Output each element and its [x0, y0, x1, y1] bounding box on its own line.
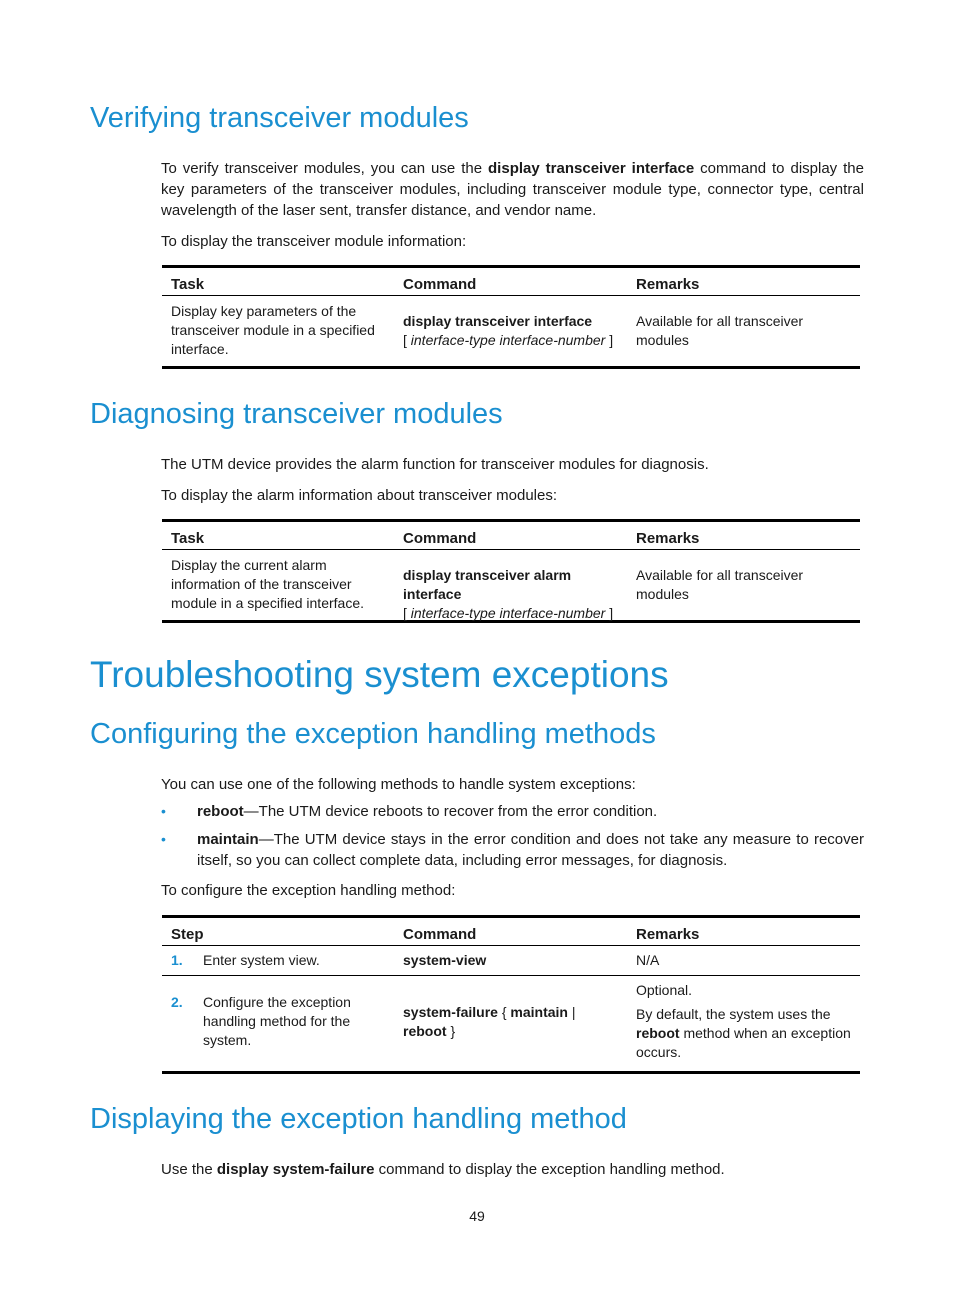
cell-task: Display the current alarm information of the transceiver module in a specified interface.	[171, 557, 364, 611]
cell-command: system-view	[403, 952, 487, 968]
header-command: Command	[403, 530, 477, 547]
header-remarks: Remarks	[636, 926, 700, 943]
table-row	[162, 946, 860, 976]
header-remarks: Remarks	[636, 530, 700, 547]
table-header	[162, 918, 860, 946]
paragraph-display-method: Use the display system-failure command to display the exception handling method.	[161, 1161, 725, 1178]
cell-command: display transceiver alarm interface [ interface-type interface-number ]	[403, 567, 614, 621]
bullet-icon: •	[161, 803, 166, 819]
header-command: Command	[403, 926, 477, 943]
table-row	[162, 296, 860, 366]
heading-troubleshooting-system-exceptions: Troubleshooting system exceptions	[90, 654, 669, 695]
heading-displaying-exception-handling: Displaying the exception handling method	[90, 1103, 627, 1135]
step-number: 2.	[171, 994, 183, 1010]
table-header	[162, 522, 860, 550]
cell-remarks: Optional. By default, the system uses the reboot method when an exception occurs.	[636, 982, 851, 1060]
heading-diagnosing-transceiver-modules: Diagnosing transceiver modules	[90, 398, 503, 430]
cell-task: Display key parameters of the transceiver module in a specified interface.	[171, 303, 375, 357]
header-remarks: Remarks	[636, 276, 700, 293]
paragraph-verify-intro: To verify transceiver modules, you can use the display transceiver interface command to display the key parameters of the transceiver modules, including transceiver module type, connector type, central wavelength of the laser sent, transfer distance, and vendor name.	[161, 160, 864, 219]
paragraph-diagnose-display: To display the alarm information about transceiver modules:	[161, 487, 558, 504]
header-command: Command	[403, 276, 477, 293]
header-task: Task	[171, 276, 205, 293]
header-step: Step	[171, 926, 204, 943]
header-task: Task	[171, 530, 205, 547]
command-keyword: display transceiver interface	[488, 160, 695, 177]
table-exception-handling	[162, 915, 860, 1074]
cell-step: Configure the exception handling method for the system.	[203, 994, 351, 1048]
paragraph-configure-method: To configure the exception handling method:	[161, 882, 456, 899]
heading-configuring-exception-handling: Configuring the exception handling methods	[90, 718, 656, 750]
cell-command: system-failure { maintain | reboot }	[403, 1004, 576, 1039]
cell-remarks: N/A	[636, 952, 660, 968]
table-diagnose-transceiver	[162, 519, 860, 623]
bullet-icon: •	[161, 831, 166, 847]
bullet-reboot: reboot—The UTM device reboots to recover from the error condition.	[197, 803, 658, 820]
paragraph-exception-intro: You can use one of the following methods to handle system exceptions:	[161, 776, 636, 793]
paragraph-diagnose-intro: The UTM device provides the alarm function for transceiver modules for diagnosis.	[161, 456, 709, 473]
paragraph-verify-display: To display the transceiver module information:	[161, 233, 467, 250]
table-verify-transceiver	[162, 265, 860, 369]
table-header	[162, 268, 860, 296]
command-keyword: display system-failure	[216, 1161, 375, 1178]
heading-verifying-transceiver-modules: Verifying transceiver modules	[90, 102, 469, 134]
cell-step: Enter system view.	[203, 952, 320, 968]
cell-remarks: Available for all transceiver modules	[636, 313, 804, 348]
cell-remarks: Available for all transceiver modules	[636, 567, 804, 602]
step-number: 1.	[171, 952, 183, 968]
table-row	[162, 976, 860, 1068]
bullet-maintain: maintain—The UTM device stays in the error condition and does not take any measure to recover itself, so you can collect complete data, including error messages, for diagnosis.	[197, 831, 864, 869]
table-row	[162, 550, 860, 620]
page-number: 49	[469, 1208, 485, 1224]
cell-command: display transceiver interface [ interface-type interface-number ]	[403, 313, 614, 348]
